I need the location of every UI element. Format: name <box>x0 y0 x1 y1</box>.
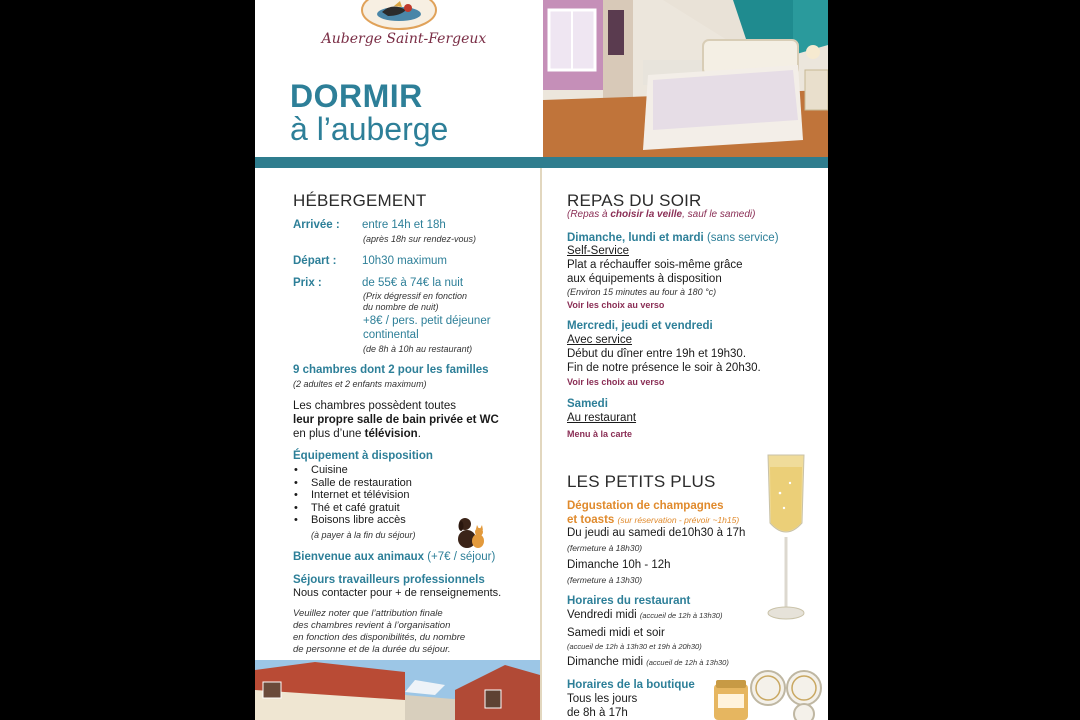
list-item: • Thé et café gratuit <box>294 502 412 515</box>
resto-line-2-note: (accueil de 12h à 13h30 et 19h à 20h30) <box>567 642 702 651</box>
resto-title: Horaires du restaurant <box>567 595 691 607</box>
notice-line-4: de personne et de la durée du séjour. <box>293 644 451 655</box>
equipement-title: Équipement à disposition <box>293 450 433 462</box>
list-item: • Boisons libre accès <box>294 514 412 527</box>
auberge-exterior-photo <box>255 660 540 720</box>
petit-dej-note: (de 8h à 10h au restaurant) <box>363 344 473 354</box>
chambres-text-3: en plus d’une télévision. <box>293 428 421 440</box>
chambres-text-2: leur propre salle de bain privée et WC <box>293 414 499 426</box>
prix-label: Prix : <box>293 277 322 289</box>
notice-line-2: des chambres revient à l’organisation <box>293 620 451 631</box>
repas-subtitle: (Repas à choisir la veille, sauf le samedi) <box>567 209 756 220</box>
b2-text-2: Fin de notre présence le soir à 20h30. <box>567 362 761 374</box>
header <box>255 0 828 157</box>
notice-line-1: Veuillez noter que l’attribution finale <box>293 608 443 619</box>
b2-text-1: Début du dîner entre 19h et 19h30. <box>567 348 747 360</box>
list-item: • Cuisine <box>294 464 412 477</box>
equipement-list <box>294 464 412 527</box>
repas-heading: REPAS DU SOIR <box>567 191 702 210</box>
boutique-line-2: de 8h à 17h <box>567 707 628 719</box>
prix-value: de 55€ à 74€ la nuit <box>362 277 464 289</box>
depart-label: Départ : <box>293 255 337 267</box>
hebergement-heading: HÉBERGEMENT <box>293 191 427 210</box>
b2-link[interactable]: Voir les choix au verso <box>567 377 665 387</box>
b1-link[interactable]: Voir les choix au verso <box>567 300 665 310</box>
page-subtitle: à l’auberge <box>290 111 449 147</box>
list-item: • Salle de restauration <box>294 477 412 490</box>
b2-title: Mercredi, jeudi et vendredi <box>567 320 713 332</box>
products-medals-image <box>712 666 828 720</box>
petits-plus-heading: LES PETITS PLUS <box>567 472 716 491</box>
auberge-logo <box>360 0 438 30</box>
petit-dej-line-1: +8€ / pers. petit déjeuner <box>363 315 491 327</box>
resto-line-3: Dimanche midi (accueil de 12h à 13h30) <box>567 656 729 668</box>
pets-icon <box>455 515 485 549</box>
arrivee-note: (après 18h sur rendez-vous) <box>363 234 477 244</box>
depart-value: 10h30 maximum <box>362 255 448 267</box>
b1-mode: Self-Service <box>567 245 629 257</box>
b2-mode: Avec service <box>567 334 632 346</box>
travailleurs-title: Séjours travailleurs professionnels <box>293 574 485 586</box>
b3-mode: Au restaurant <box>567 412 637 424</box>
list-item: • Internet et télévision <box>294 489 412 502</box>
b3-title: Samedi <box>567 398 608 410</box>
travailleurs-text: Nous contacter pour + de renseignements. <box>293 587 502 599</box>
b1-title: Dimanche, lundi et mardi (sans service) <box>567 232 779 244</box>
degustation-line-1: Du jeudi au samedi de10h30 à 17h <box>567 527 746 539</box>
page-title: DORMIR <box>290 78 423 114</box>
chambres-note: (2 adultes et 2 enfants maximum) <box>293 379 427 389</box>
degustation-title: Dégustation de champagnes <box>567 500 724 512</box>
arrivee-label: Arrivée : <box>293 219 340 231</box>
equipement-note: (à payer à la fin du séjour) <box>311 530 416 540</box>
chambres-text-1: Les chambres possèdent toutes <box>293 400 457 412</box>
b1-text-2: aux équipements à disposition <box>567 273 722 285</box>
degustation-line-2: Dimanche 10h - 12h <box>567 559 671 571</box>
petit-dej-line-2: continental <box>363 329 419 341</box>
b1-note: (Environ 15 minutes au four à 180 °c) <box>567 287 717 297</box>
arrivee-value: entre 14h et 18h <box>362 219 446 231</box>
notice-line-3: en fonction des disponibilités, du nombre <box>293 632 466 643</box>
resto-line-2: Samedi midi et soir <box>567 627 665 639</box>
degustation-line-2-note: (fermeture à 13h30) <box>567 575 643 585</box>
animaux-line: Bienvenue aux animaux (+7€ / séjour) <box>293 551 496 563</box>
degustation-line-1-note: (fermeture à 18h30) <box>567 543 643 553</box>
resto-line-1: Vendredi midi (accueil de 12h à 13h30) <box>567 609 723 621</box>
b3-link[interactable]: Menu à la carte <box>567 429 633 439</box>
brochure-page <box>255 0 828 720</box>
bedroom-photo <box>543 0 828 157</box>
prix-note-2: du nombre de nuit) <box>363 302 439 312</box>
champagne-glass-icon <box>762 453 810 623</box>
b1-text-1: Plat a réchauffer sois-même grâce <box>567 259 743 271</box>
boutique-title: Horaires de la boutique <box>567 679 695 691</box>
degustation-title-2: et toasts (sur réservation - prévoir ~1h15) <box>567 514 740 526</box>
boutique-line-1: Tous les jours <box>567 693 638 705</box>
prix-note-1: (Prix dégressif en fonction <box>363 291 468 301</box>
column-divider <box>540 168 542 720</box>
logo-text: Auberge Saint-Fergeux <box>321 31 487 47</box>
teal-band <box>255 157 828 168</box>
chambres-title: 9 chambres dont 2 pour les familles <box>293 364 489 376</box>
